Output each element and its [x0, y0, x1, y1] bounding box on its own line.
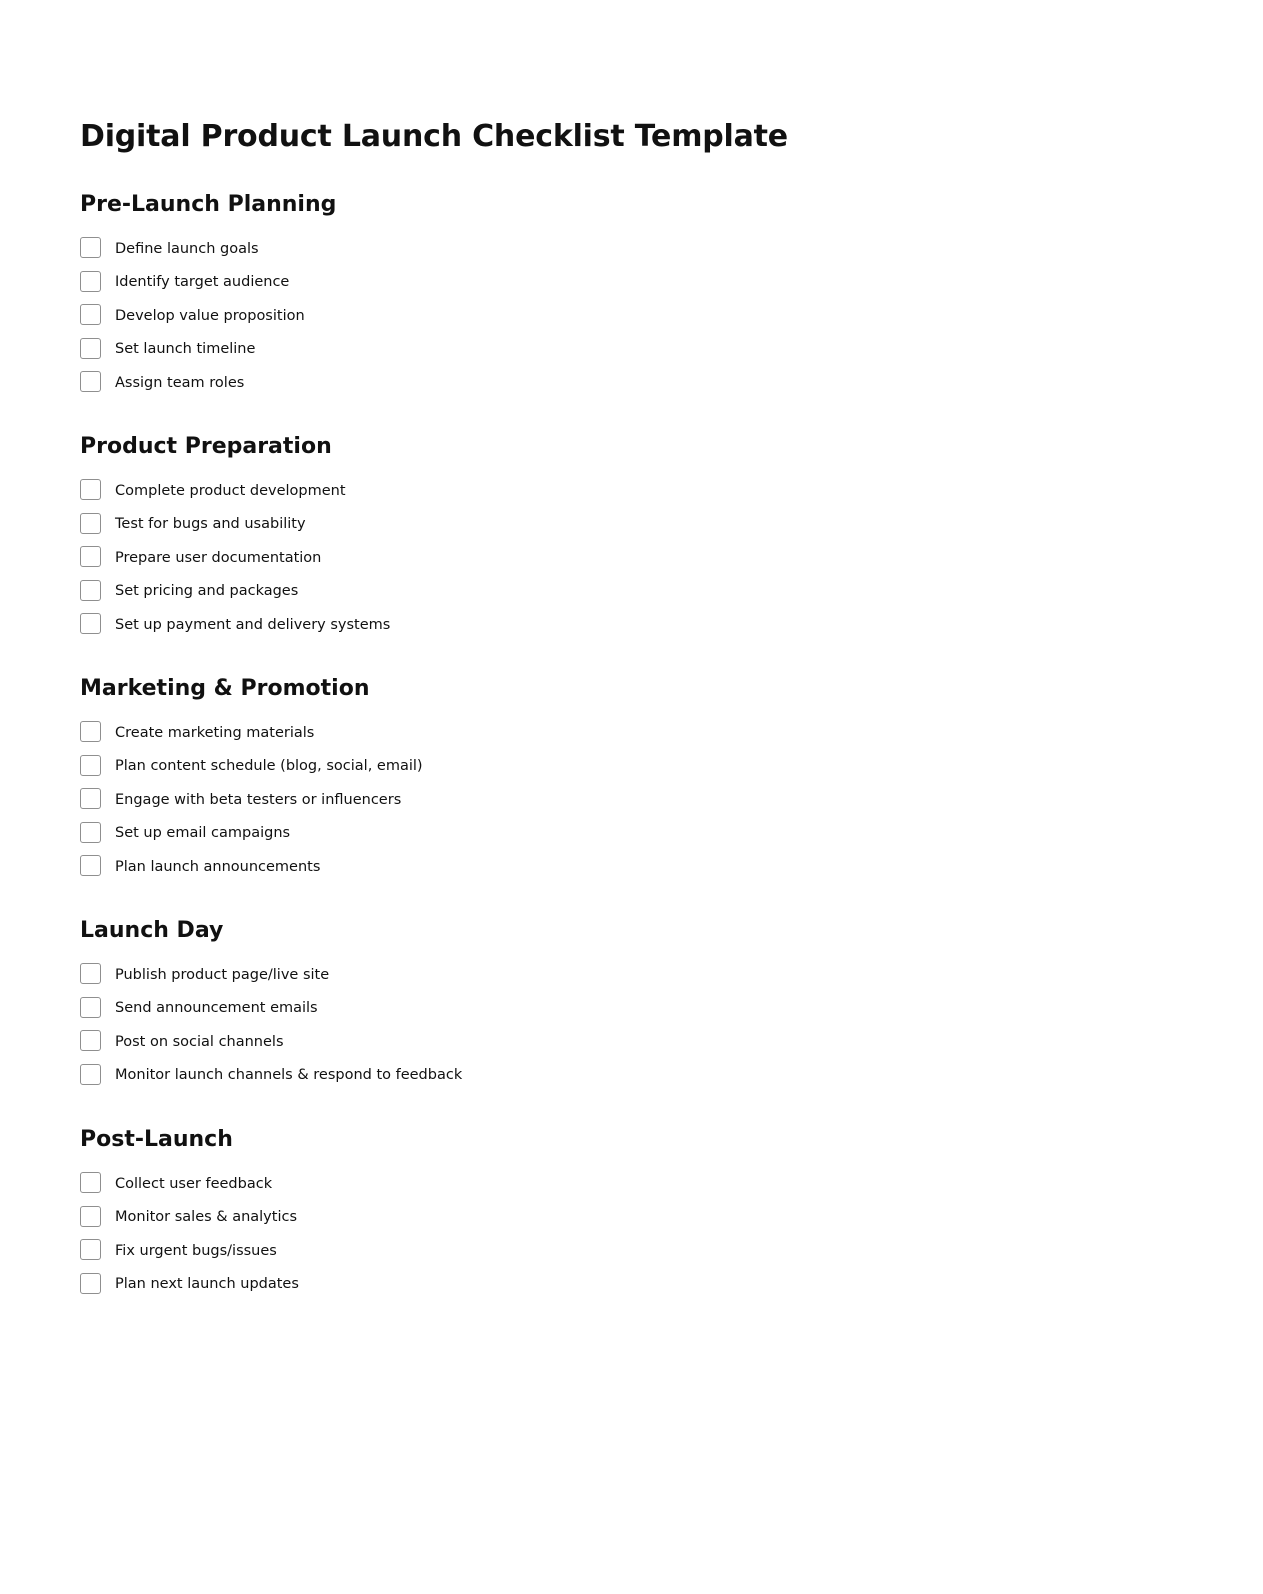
checklist-item[interactable]: [80, 1025, 1080, 1059]
checklist-item[interactable]: [80, 1059, 1080, 1093]
section-heading: Launch Day: [80, 918, 224, 943]
item-label: Identify target audience: [115, 274, 290, 291]
checkbox[interactable]: [80, 580, 101, 601]
checklist-item[interactable]: [80, 366, 1080, 400]
item-label: Define launch goals: [115, 240, 259, 257]
checklist-item[interactable]: [80, 1234, 1080, 1268]
item-label: Plan launch announcements: [115, 858, 321, 875]
section-heading: Post-Launch: [80, 1127, 233, 1152]
item-label: Plan content schedule (blog, social, email): [115, 758, 423, 775]
checklist-item[interactable]: [80, 958, 1080, 992]
checkbox[interactable]: [80, 1206, 101, 1227]
checklist-item[interactable]: [80, 1268, 1080, 1302]
checkbox[interactable]: [80, 613, 101, 634]
checkbox[interactable]: [80, 1239, 101, 1260]
checkbox[interactable]: [80, 546, 101, 567]
checkbox[interactable]: [80, 1172, 101, 1193]
checkbox[interactable]: [80, 721, 101, 742]
checkbox[interactable]: [80, 513, 101, 534]
checkbox[interactable]: [80, 338, 101, 359]
item-label: Monitor launch channels & respond to feedback: [115, 1067, 463, 1084]
page-title: Digital Product Launch Checklist Template: [80, 119, 788, 154]
item-label: Post on social channels: [115, 1033, 284, 1050]
checkbox[interactable]: [80, 855, 101, 876]
item-label: Complete product development: [115, 482, 346, 499]
checklist-item[interactable]: [80, 992, 1080, 1026]
item-label: Monitor sales & analytics: [115, 1209, 298, 1226]
item-label: Create marketing materials: [115, 724, 315, 741]
checkbox[interactable]: [80, 755, 101, 776]
section-heading: Marketing & Promotion: [80, 676, 370, 701]
checklist-item[interactable]: [80, 750, 1080, 784]
checklist-item[interactable]: [80, 333, 1080, 367]
section-product-preparation: [80, 432, 1080, 642]
item-label: Develop value proposition: [115, 307, 305, 324]
checklist: [80, 474, 1080, 642]
item-label: Send announcement emails: [115, 1000, 318, 1017]
checklist: [80, 232, 1080, 400]
checklist-item[interactable]: [80, 508, 1080, 542]
item-label: Prepare user documentation: [115, 549, 322, 566]
checklist: [80, 1167, 1080, 1301]
item-label: Publish product page/live site: [115, 966, 330, 983]
checklist-item[interactable]: [80, 299, 1080, 333]
item-label: Set pricing and packages: [115, 583, 299, 600]
checklist: [80, 958, 1080, 1092]
checklist-page: [80, 0, 1180, 1293]
checklist-item[interactable]: [80, 266, 1080, 300]
checklist-item[interactable]: [80, 817, 1080, 851]
checkbox[interactable]: [80, 1030, 101, 1051]
checkbox[interactable]: [80, 963, 101, 984]
section-marketing-promotion: [80, 674, 1080, 884]
checkbox[interactable]: [80, 371, 101, 392]
checklist-item[interactable]: [80, 608, 1080, 642]
item-label: Assign team roles: [115, 374, 245, 391]
checklist: [80, 716, 1080, 884]
checkbox[interactable]: [80, 822, 101, 843]
section-heading: Product Preparation: [80, 434, 332, 459]
section-post-launch: [80, 1125, 1080, 1301]
checkbox[interactable]: [80, 271, 101, 292]
section-heading: Pre-Launch Planning: [80, 192, 337, 217]
checklist-item[interactable]: [80, 1167, 1080, 1201]
checkbox[interactable]: [80, 997, 101, 1018]
checklist-item[interactable]: [80, 783, 1080, 817]
checkbox[interactable]: [80, 1064, 101, 1085]
checklist-item[interactable]: [80, 1201, 1080, 1235]
section-launch-day: [80, 916, 1080, 1092]
checklist-item[interactable]: [80, 575, 1080, 609]
item-label: Fix urgent bugs/issues: [115, 1242, 277, 1259]
checkbox[interactable]: [80, 304, 101, 325]
checkbox[interactable]: [80, 1273, 101, 1294]
item-label: Collect user feedback: [115, 1175, 273, 1192]
checklist-item[interactable]: [80, 850, 1080, 884]
checkbox[interactable]: [80, 479, 101, 500]
item-label: Engage with beta testers or influencers: [115, 791, 402, 808]
item-label: Set up email campaigns: [115, 825, 291, 842]
section-pre-launch-planning: [80, 190, 1080, 400]
item-label: Test for bugs and usability: [115, 516, 306, 533]
checklist-item[interactable]: [80, 716, 1080, 750]
checklist-item[interactable]: [80, 474, 1080, 508]
item-label: Set up payment and delivery systems: [115, 616, 391, 633]
checkbox[interactable]: [80, 788, 101, 809]
checklist-item[interactable]: [80, 232, 1080, 266]
item-label: Plan next launch updates: [115, 1276, 299, 1293]
checklist-item[interactable]: [80, 541, 1080, 575]
item-label: Set launch timeline: [115, 341, 256, 358]
checkbox[interactable]: [80, 237, 101, 258]
